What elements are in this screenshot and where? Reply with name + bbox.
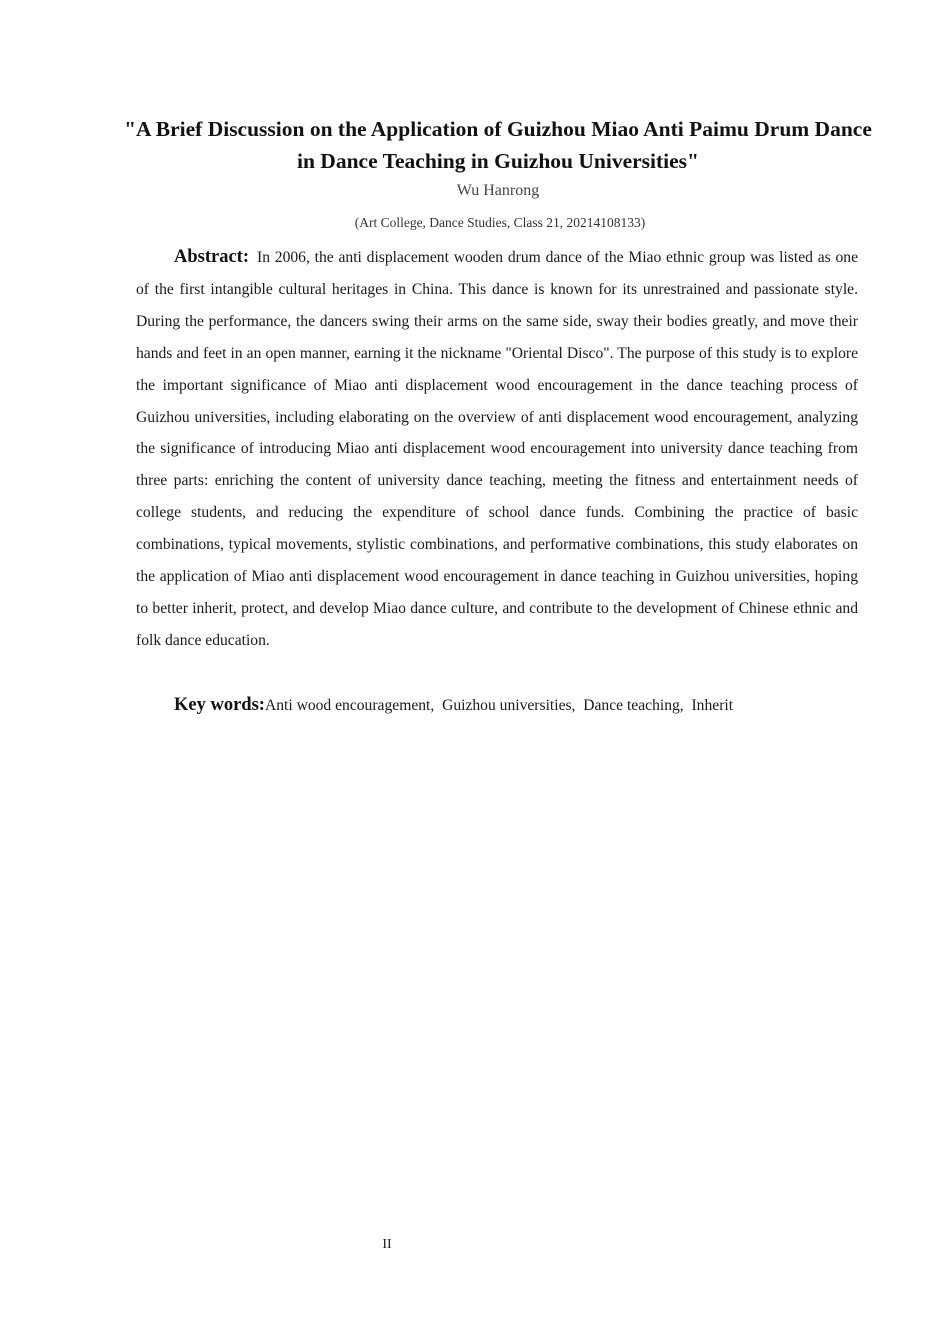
page-number: II — [382, 1237, 392, 1252]
abstract-paragraph — [136, 242, 858, 657]
paper-title: "A Brief Discussion on the Application of Guizhou Miao Anti Paimu Drum Dance in Dance Teaching in Guizhou Universities" — [124, 117, 872, 173]
keywords-text: Anti wood encouragement, Guizhou universities, Dance teaching, Inherit — [264, 697, 734, 714]
abstract-text: In 2006, the anti displacement wooden drum dance of the Miao ethnic group was listed as one of the first intangible cultural heritages in China. This dance is known for its unrestrained and passionate style. During the performance, the dancers swing their arms on the same side, sway their bodies greatly, and move their hands and feet in an open manner, earning it the nickname "Oriental Disco". The purpose of this study is to explore the important significance of Miao anti displacement wood encouragement in the dance teaching process of Guizhou universities, including elaborating on the overview of anti displacement wood encouragement, analyzing the significance of introducing Miao anti displacement wood encouragement into university dance teaching from three parts: enriching the content of university dance teaching, meeting the fitness and entertainment needs of college students, and reducing the expenditure of school dance funds. Combining the practice of basic combinations, typical movements, stylistic combinations, and performative combinations, this study elaborates on the application of Miao anti displacement wood encouragement in dance teaching in Guizhou universities, hoping to better inherit, protect, and develop Miao dance culture, and contribute to the development of Chinese ethnic and folk dance education. — [136, 249, 858, 649]
keywords-line — [174, 689, 874, 722]
author-name: Wu Hanrong — [456, 182, 540, 199]
author-affiliation: (Art College, Dance Studies, Class 21, 20214108133) — [354, 215, 646, 230]
keywords-label: Key words: — [174, 695, 265, 715]
abstract-label: Abstract: — [174, 247, 250, 267]
